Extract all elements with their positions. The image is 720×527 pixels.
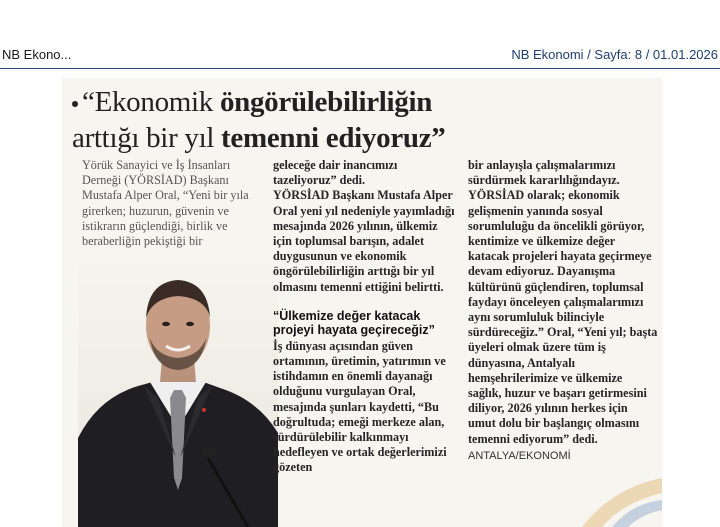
article-headline: [72, 84, 662, 156]
article-subheading: “Ülkemize değer katacak projeyi hayata geçireceğiz”: [273, 308, 435, 337]
headline-line-2: [72, 120, 662, 156]
newspaper-clipping: [62, 78, 662, 527]
publication-page-info: NB Ekonomi / Sayfa: 8 / 01.01.2026: [511, 47, 718, 62]
article-column-2: [273, 158, 459, 476]
headline-line-1: [72, 84, 662, 120]
headline-line1-regular: “Ekonomik: [82, 86, 220, 118]
headline-line1-bold: öngörülebilirliğin: [219, 86, 433, 118]
header-divider: [0, 68, 720, 69]
column-2-text-3: İş dünyası açısından güven ortamının, üretimin, yatırımın ve istihdamın en önemli dayanağı olduğunu vurgulayan Oral, mesajında şunları kaydetti, “Bu doğrultuda; emeği merkeze alan, sürdürülebilir kalkınmayı hedefleyen ve ortak değerlerimizi gözeten: [273, 338, 447, 475]
column-1-text: Yörük Sanayici ve İş İnsanları Derneği (YÖRSİAD) Başkanı Mustafa Alper Oral, “Yeni bir yıla girerken; huzurun, güvenin ve istikrarın güçlendiği, birlik ve beraberliğin pekiştiği bir: [82, 158, 249, 249]
column-2-text-2: YÖRSİAD Başkanı Mustafa Alper Oral yeni yıl nedeniyle yayımladığı mesajında 2026 yılının, ülkemiz için toplumsal barışın, adalet duygusunun ve ekonomik öngörülebilirliğin arttığı bir yıl olmasını temenni ettiğini belirtti.: [273, 188, 455, 294]
article-column-3: [468, 158, 658, 464]
page-header: [0, 0, 720, 70]
decorative-swirl-graphic: [542, 448, 662, 527]
column-3-text: bir anlayışla çalışmalarımızı sürdürmek kararlılığındayız. YÖRSİAD olarak; ekonomik gelişmenin yanında sosyal sorumluluğu da öncelikli görüyor, kentimize ve ülkemize değer katacak projeleri hayata geçirmeye devam ediyoruz. Dayanışma kültürünü güçlendiren, toplumsal faydayı önceleyen çalışmalarımızı aynı sorumluluk bilinciyle sürdüreceğiz.” Oral, “Yeni yıl; başta üyeleri olmak üzere tüm iş dünyasına, Antalyalı hemşehrilerimize ve ülkemize sağlık, huzur ve başarı getirmesini diliyor, 2026 yılının herkes için umut dolu bir başlangıç olmasını temenni ediyorum” dedi.: [468, 158, 658, 446]
portrait-photo: [78, 258, 278, 527]
publication-title-short: NB Ekono...: [2, 47, 72, 62]
article-byline: ANTALYA/EKONOMİ: [468, 449, 571, 462]
bullet-icon: [72, 101, 78, 107]
column-2-text-1: geleceğe dair inancımızı tazeliyoruz” dedi.: [273, 158, 398, 188]
article-column-1: [82, 158, 258, 249]
headline-line2-bold: temenni ediyoruz”: [221, 122, 446, 154]
headline-line2-regular: arttığı bir yıl: [72, 122, 222, 154]
